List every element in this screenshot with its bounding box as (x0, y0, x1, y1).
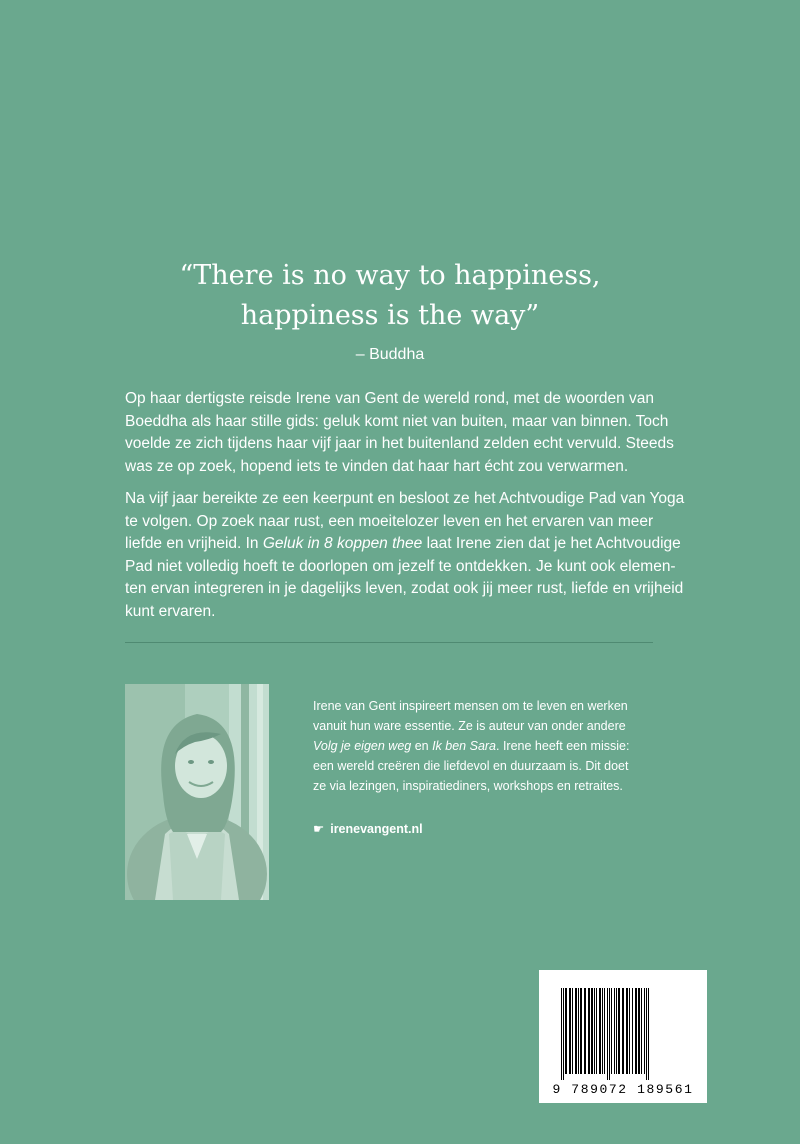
author-bio (313, 696, 673, 796)
pointing-hand-icon: ☛ (313, 822, 325, 836)
book-quote (0, 256, 780, 336)
barcode-bar (616, 988, 617, 1074)
paragraph-line: te volgen. Op zoek naar rust, een moeitelozer leven en het ervaren van meer (125, 512, 654, 530)
paragraph-text: laat Irene zien dat je het Achtvoudige (422, 535, 681, 552)
paragraph-line (125, 533, 681, 556)
barcode-bar (565, 988, 567, 1074)
barcode-bar (635, 988, 637, 1074)
paragraph-text: liefde en vrijheid. In (125, 535, 263, 552)
barcode-bar (604, 988, 605, 1074)
author-photo (125, 684, 269, 900)
quote-line-1: “There is no way to happiness, (179, 260, 601, 291)
isbn-barcode (539, 970, 707, 1103)
barcode-bar (591, 988, 593, 1074)
barcode-bar (607, 988, 608, 1080)
barcode-bar (575, 988, 577, 1074)
barcode-bar (563, 988, 564, 1080)
book-title: Geluk in 8 koppen thee (262, 535, 423, 552)
barcode-bar (599, 988, 601, 1074)
barcode-bar (648, 988, 649, 1080)
barcode-bar (632, 988, 633, 1074)
section-divider (125, 642, 653, 643)
barcode-bar (626, 988, 628, 1074)
bio-line: ze via lezingen, inspiratiediners, workshops en retraites. (313, 779, 623, 793)
quote-line-2: happiness is the way” (240, 300, 540, 331)
author-photo-image (125, 684, 269, 900)
quote-author: – Buddha (355, 346, 425, 363)
website-link[interactable] (313, 821, 423, 836)
barcode-bar (580, 988, 582, 1074)
barcode-bars (539, 970, 707, 1080)
barcode-bar (569, 988, 571, 1074)
bio-book-title: Ik ben Sara (432, 739, 497, 753)
paragraph-line: Boeddha als haar stille gids: geluk komt niet van buiten, maar van binnen. Toch (125, 412, 669, 430)
bio-line: Irene van Gent inspireert mensen om te leven en werken (313, 699, 628, 713)
barcode-bar (596, 988, 597, 1074)
bio-text: . Irene heeft een missie: (496, 739, 630, 753)
barcode-bar (578, 988, 579, 1074)
barcode-bar (584, 988, 586, 1074)
blurb-paragraph-2 (125, 488, 685, 623)
barcode-bar (609, 988, 610, 1080)
barcode-bar (614, 988, 615, 1074)
barcode-bar (561, 988, 562, 1080)
paragraph-line: Na vijf jaar bereikte ze een keerpunt en besloot ze het Achtvoudige Pad van Yoga (125, 490, 685, 507)
barcode-bar (618, 988, 620, 1074)
isbn-digits: 9 789072 189561 (552, 1082, 694, 1097)
paragraph-line: was ze op zoek, hopend iets te vinden dat haar hart écht zou verwarmen. (125, 457, 629, 475)
paragraph-line: ten ervan integreren in je dagelijks leven, zodat ook jij meer rust, liefde en vrijheid (125, 580, 684, 597)
barcode-bar (611, 988, 612, 1074)
blurb-paragraph-1 (125, 388, 674, 478)
barcode-bar (629, 988, 630, 1074)
barcode-bar (572, 988, 573, 1074)
barcode-bar (594, 988, 595, 1074)
barcode-bar (602, 988, 603, 1074)
bio-line: vanuit hun ware essentie. Ze is auteur van onder andere (313, 719, 626, 733)
paragraph-line: Pad niet volledig hoeft te doorlopen om jezelf te ontdekken. Je kunt ook elemen- (125, 557, 676, 575)
bio-book-title: Volg je eigen weg (313, 739, 412, 753)
bio-line (313, 736, 673, 756)
barcode-bar (641, 988, 642, 1074)
website-url[interactable]: irenevangent.nl (330, 822, 423, 836)
barcode-bar (588, 988, 590, 1074)
paragraph-line: kunt ervaren. (125, 602, 216, 620)
paragraph-line: voelde ze zich tijdens haar vijf jaar in het buitenland zelden echt vervuld. Steeds (125, 435, 674, 452)
barcode-bar (644, 988, 645, 1074)
barcode-bar (622, 988, 624, 1074)
bio-text: en (411, 739, 433, 753)
bio-line: een wereld creëren die liefdevol en duurzaam is. Dit doet (313, 759, 629, 773)
barcode-bar (646, 988, 647, 1080)
barcode-bar (638, 988, 640, 1074)
paragraph-line: Op haar dertigste reisde Irene van Gent de wereld rond, met de woorden van (125, 390, 655, 407)
